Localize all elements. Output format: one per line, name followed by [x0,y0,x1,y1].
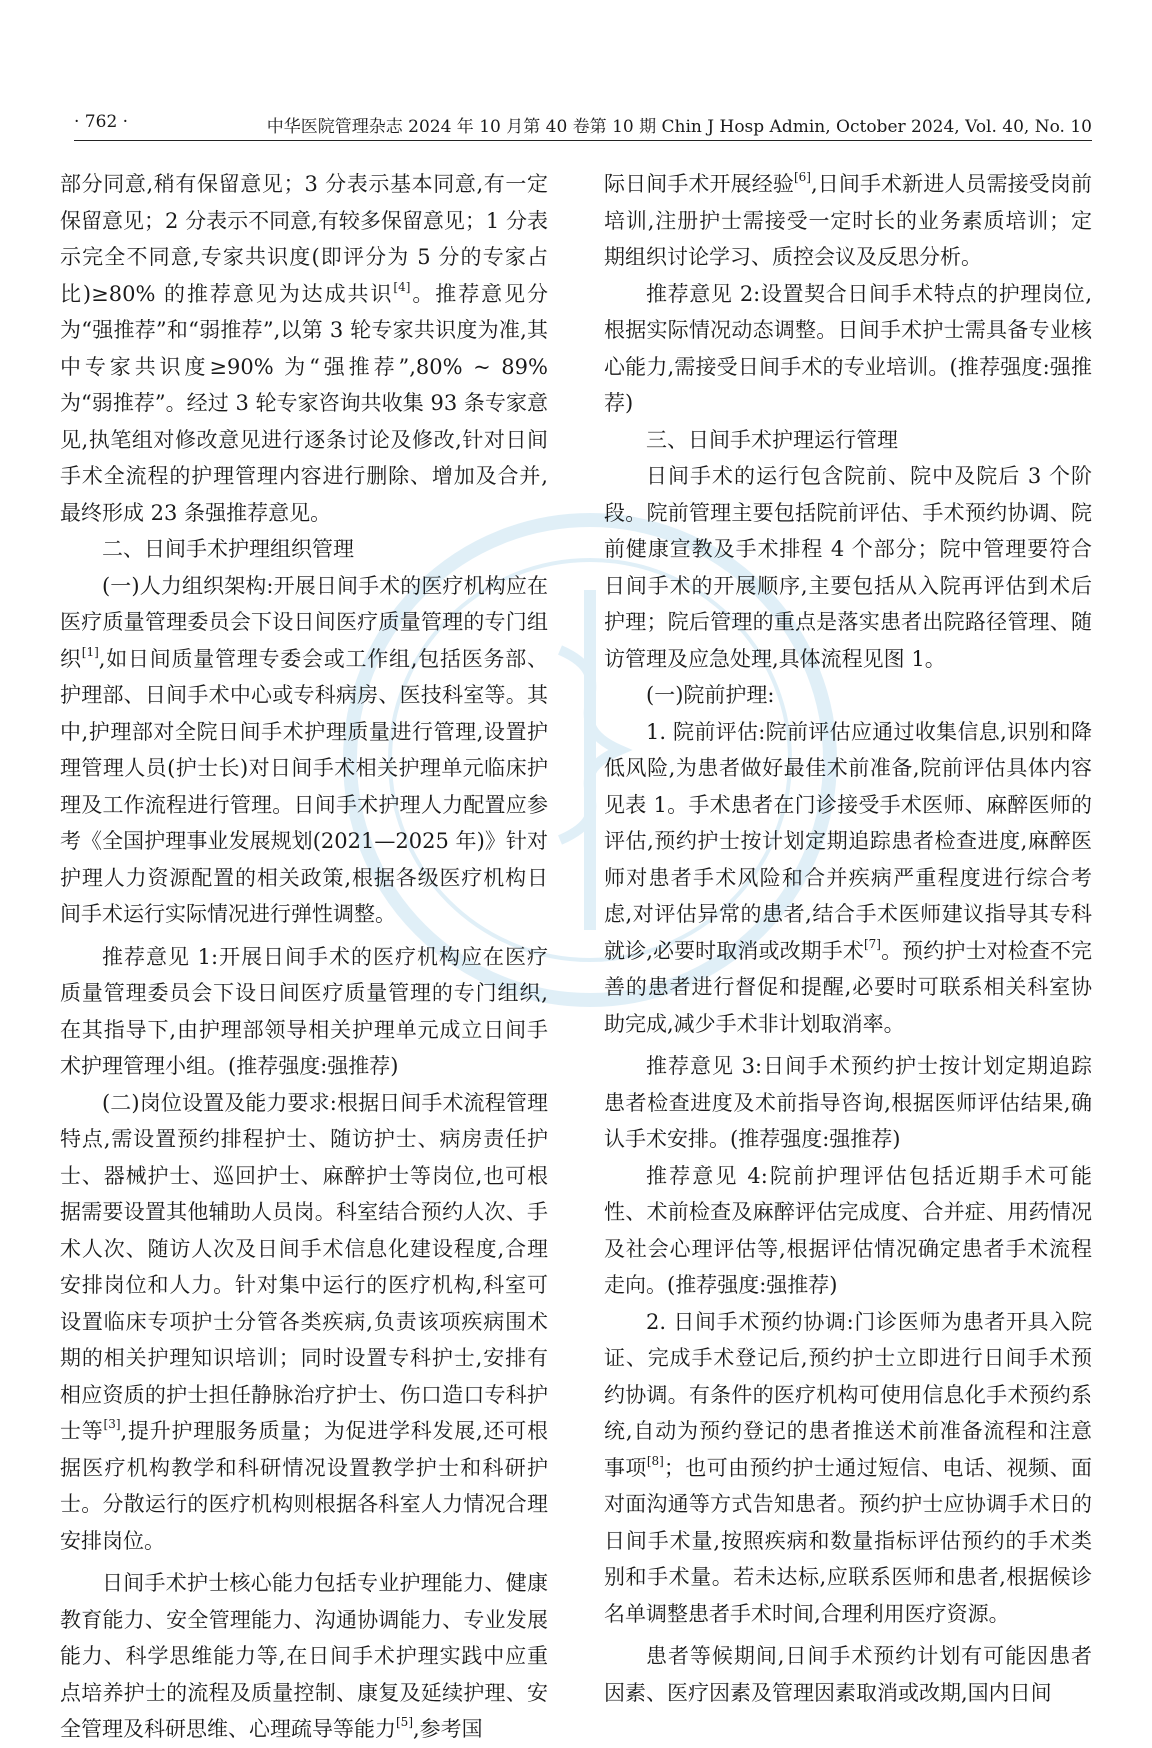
paragraph: 际日间手术开展经验[6],日间手术新进人员需接受岗前培训,注册护士需接受一定时长的业务素质培训；定期组织讨论学习、质控会议及反思分析。 [604,170,1092,269]
section-heading: 三、日间手术护理运行管理 [646,427,898,452]
paragraph: 2. 日间手术预约协调:门诊医师为患者开具入院证、完成手术登记后,预约护士立即进行日间手术预约协调。有条件的医疗机构可使用信息化手术预约系统,自动为预约登记的患者推送术前准备流程和注意事项[8]；也可由预约护士通过短信、电话、视频、面对面沟通等方式告知患者。预约护士应协调手术日的日间手术量,按照疾病和数量指标评估预约的手术类别和手术量。若未达标,应联系医师和患者,根据候诊名单调整患者手术时间,合理利用医疗资源。 [604,1309,1093,1626]
citation-ref: [3] [103,1417,121,1431]
left-column [60,166,548,1748]
section-heading: 二、日间手术护理组织管理 [102,537,354,561]
running-header [74,108,1092,141]
paragraph: 患者等候期间,日间手术预约计划有可能因患者因素、医疗因素及管理因素取消或改期,国内日间 [604,1644,1092,1705]
citation-ref: [6] [793,170,811,184]
paragraph: 1. 院前评估:院前评估应通过收集信息,识别和降低风险,为患者做好最佳术前准备,院前评估具体内容见表 1。手术患者在门诊接受手术医师、麻醉医师的评估,预约护士按计划定期追踪患者检查进度,麻醉医师对患者手术风险和合并疾病严重程度进行综合考虑,对评估异常的患者,结合手术医师建议指导其专科就诊,必要时取消或改期手术[7]。预约护士对检查不完善的患者进行督促和提醒,必要时可联系相关科室协助完成,减少手术非计划取消率。 [604,719,1092,1036]
recommendation: 推荐意见 3:日间手术预约护士按计划定期追踪患者检查进度及术前指导咨询,根据医师评估结果,确认手术安排。(推荐强度:强推荐) [604,1054,1092,1151]
page-number: · 762 · [74,112,129,132]
citation-ref: [1] [81,644,99,659]
paragraph: 部分同意,稍有保留意见；3 分表示基本同意,有一定保留意见；2 分表示不同意,有较多保留意见；1 分表示完全不同意,专家共识度(即评分为 5 分的专家占比)≥80% 的推荐意见为达成共识[4]。推荐意见分为“强推荐”和“弱推荐”,以第 3 轮专家共识度为准,其中专家共识度≥90% 为“强推荐”,80% ~ 89% 为“弱推荐”。经过 3 轮专家咨询共收集 93 条专家意见,执笔组对修改意见进行逐条讨论及修改,针对日间手术全流程的护理管理内容进行删除、增加及合并,最终形成 23 条强推荐意见。 [60,172,549,525]
recommendation: 推荐意见 4:院前护理评估包括近期手术可能性、术前检查及麻醉评估完成度、合并症、用药情况及社会心理评估等,根据评估情况确定患者手术流程走向。(推荐强度:强推荐) [604,1163,1092,1297]
right-column [604,166,1092,1711]
journal-citation: 中华医院管理杂志 2024 年 10 月第 40 卷第 10 期 Chin J Hosp Admin, October 2024, Vol. 40, No. 10 [266,117,1092,137]
paragraph: (一)人力组织架构:开展日间手术的医疗机构应在医疗质量管理委员会下设日间医疗质量管理的专门组织[1],如日间质量管理专委会或工作组,包括医务部、护理部、日间手术中心或专科病房、医技科室等。其中,护理部对全院日间手术护理质量进行管理,设置护理管理人员(护士长)对日间手术相关护理单元临床护理及工作流程进行管理。日间手术护理人力配置应参考《全国护理事业发展规划(2021—2025 年)》针对护理人力资源配置的相关政策,根据各级医疗机构日间手术运行实际情况进行弹性调整。 [60,573,548,926]
citation-ref: [5] [396,1715,413,1729]
citation-ref: [4] [393,279,411,294]
paragraph: 日间手术护士核心能力包括专业护理能力、健康教育能力、安全管理能力、沟通协调能力、专业发展能力、科学思维能力等,在日间手术护理实践中应重点培养护士的流程及质量控制、康复及延续护理、安全管理及科研思维、心理疏导等能力[5],参考国 [60,1571,548,1741]
citation-ref: [8] [646,1453,664,1468]
recommendation: 推荐意见 1:开展日间手术的医疗机构应在医疗质量管理委员会下设日间医疗质量管理的专门组织,在其指导下,由护理部领导相关护理单元成立日间手术护理管理小组。(推荐强度:强推荐) [60,944,548,1078]
subsection-heading: (一)院前护理: [646,683,775,707]
paragraph: (二)岗位设置及能力要求:根据日间手术流程管理特点,需设置预约排程护士、随访护士、病房责任护士、器械护士、巡回护士、麻醉护士等岗位,也可根据需要设置其他辅助人员岗。科室结合预约人次、手术人次、随访人次及日间手术信息化建设程度,合理安排岗位和人力。针对集中运行的医疗机构,科室可设置临床专项护士分管各类疾病,负责该项疾病围术期的相关护理知识培训；同时设置专科护士,安排有相应资质的护士担任静脉治疗护士、伤口造口专科护士等[3],提升护理服务质量；为促进学科发展,还可根据医疗机构教学和科研情况设置教学护士和科研护士。分散运行的医疗机构则根据各科室人力情况合理安排岗位。 [60,1090,548,1553]
paragraph: 日间手术的运行包含院前、院中及院后 3 个阶段。院前管理主要包括院前评估、手术预约协调、院前健康宣教及手术排程 4 个部分；院中管理要符合日间手术的开展顺序,主要包括从入院再评估到术后护理；院后管理的重点是落实患者出院路径管理、随访管理及应急处理,具体流程见图 1。 [604,464,1092,671]
citation-ref: [7] [863,936,881,951]
recommendation: 推荐意见 2:设置契合日间手术特点的护理岗位,根据实际情况动态调整。日间手术护士需具备专业核心能力,需接受日间手术的专业培训。(推荐强度:强推荐) [604,281,1092,415]
